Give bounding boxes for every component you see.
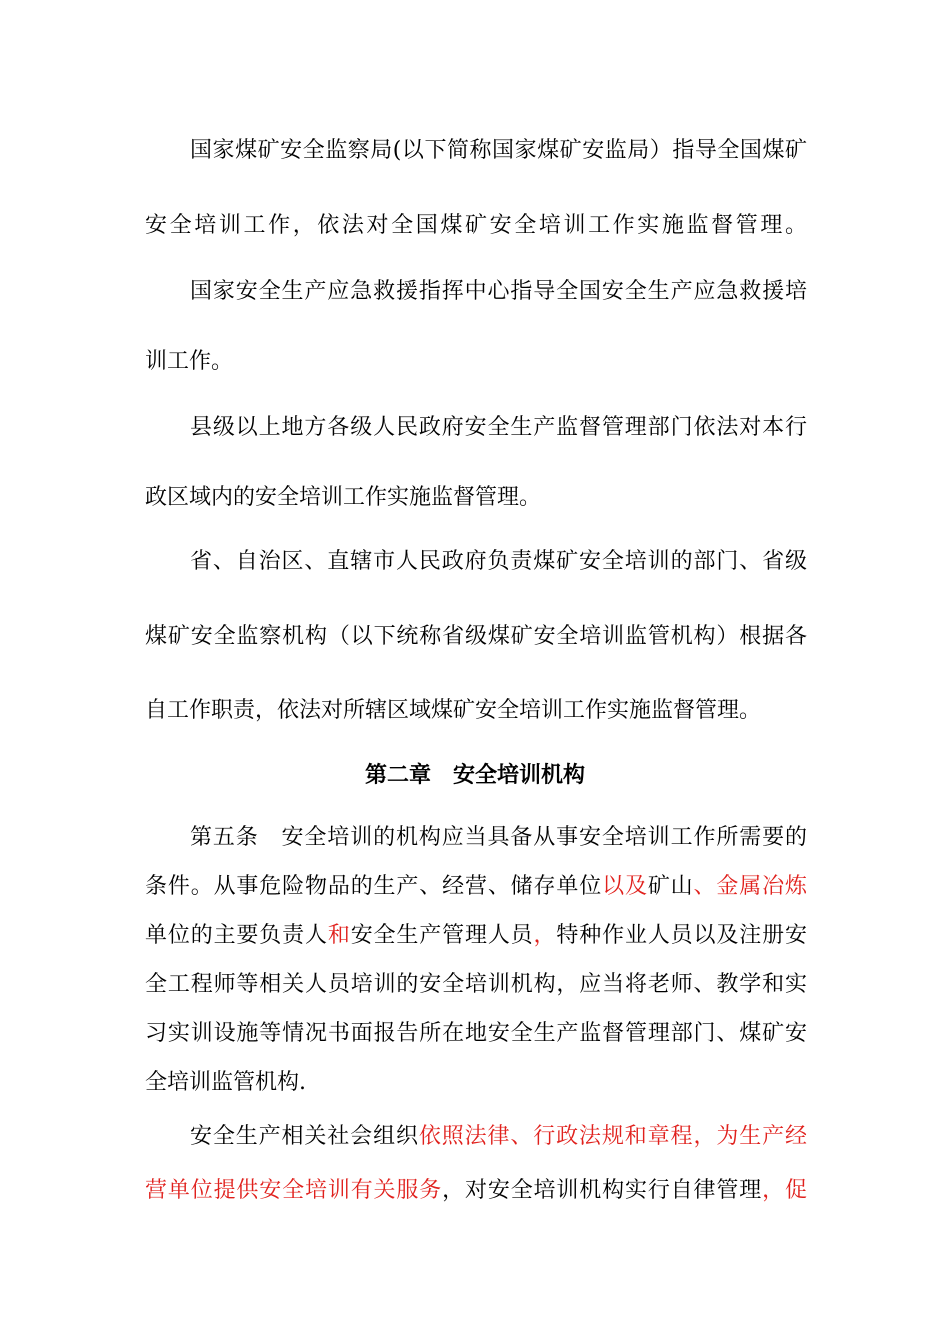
article-5-line-4: 全工程师等相关人员培训的安全培训机构，应当将老师、教学和实 [145,972,807,997]
paragraph-4-line-3: 自工作职责，依法对所辖区域煤矿安全培训工作实施监督管理。 [145,698,762,723]
paragraph-1-line-2: 安全培训工作，依法对全国煤矿安全培训工作实施监督管理。 [145,213,807,238]
article-5-line-2 [145,872,807,902]
text-run: ，对安全培训机构实行自律管理 [442,1178,763,1203]
social-org-line-1 [190,1122,807,1152]
highlight-run: ，促 [762,1178,807,1203]
text-run: 特种作业人员以及注册安 [556,923,807,948]
text-run: 安全生产管理人员 [350,923,534,948]
highlight-run: 依照法律、行政法规和章程，为生产经 [418,1124,807,1149]
paragraph-4-line-1: 省、自治区、直辖市人民政府负责煤矿安全培训的部门、省级 [190,549,807,574]
highlight-run: 营单位提供安全培训有关服务 [145,1178,443,1203]
highlight-run: 以及 [602,874,648,899]
text-run: 单位的主要负责人 [145,923,328,948]
paragraph-4-line-2: 煤矿安全监察机构（以下统称省级煤矿安全培训监管机构）根据各 [145,624,807,649]
paragraph-2-line-1: 国家安全生产应急救援指挥中心指导全国安全生产应急救援培 [190,279,807,304]
chapter-heading: 第二章 安全培训机构 [364,762,585,788]
highlight-run: ， [533,923,557,948]
article-5-line-1: 第五条 安全培训的机构应当具备从事安全培训工作所需要的 [190,825,807,850]
highlight-run: 和 [327,923,351,948]
article-5-line-6: 全培训监管机构. [145,1070,306,1095]
text-run: 条件。从事危险物品的生产、经营、储存单位 [145,874,603,899]
paragraph-1-line-1: 国家煤矿安全监察局(以下简称国家煤矿安监局）指导全国煤矿 [190,138,807,163]
article-5-line-5: 习实训设施等情况书面报告所在地安全生产监督管理部门、煤矿安 [145,1021,807,1046]
text-run: 安全生产相关社会组织 [190,1124,419,1149]
social-org-line-2 [145,1176,807,1206]
article-5-line-3 [145,921,807,951]
text-run: 矿山 [647,874,694,899]
paragraph-3-line-2: 政区域内的安全培训工作实施监督管理。 [145,485,542,510]
highlight-run: 、金属冶炼 [693,874,807,899]
paragraph-2-line-2: 训工作。 [145,349,234,374]
paragraph-3-line-1: 县级以上地方各级人民政府安全生产监督管理部门依法对本行 [190,415,807,440]
